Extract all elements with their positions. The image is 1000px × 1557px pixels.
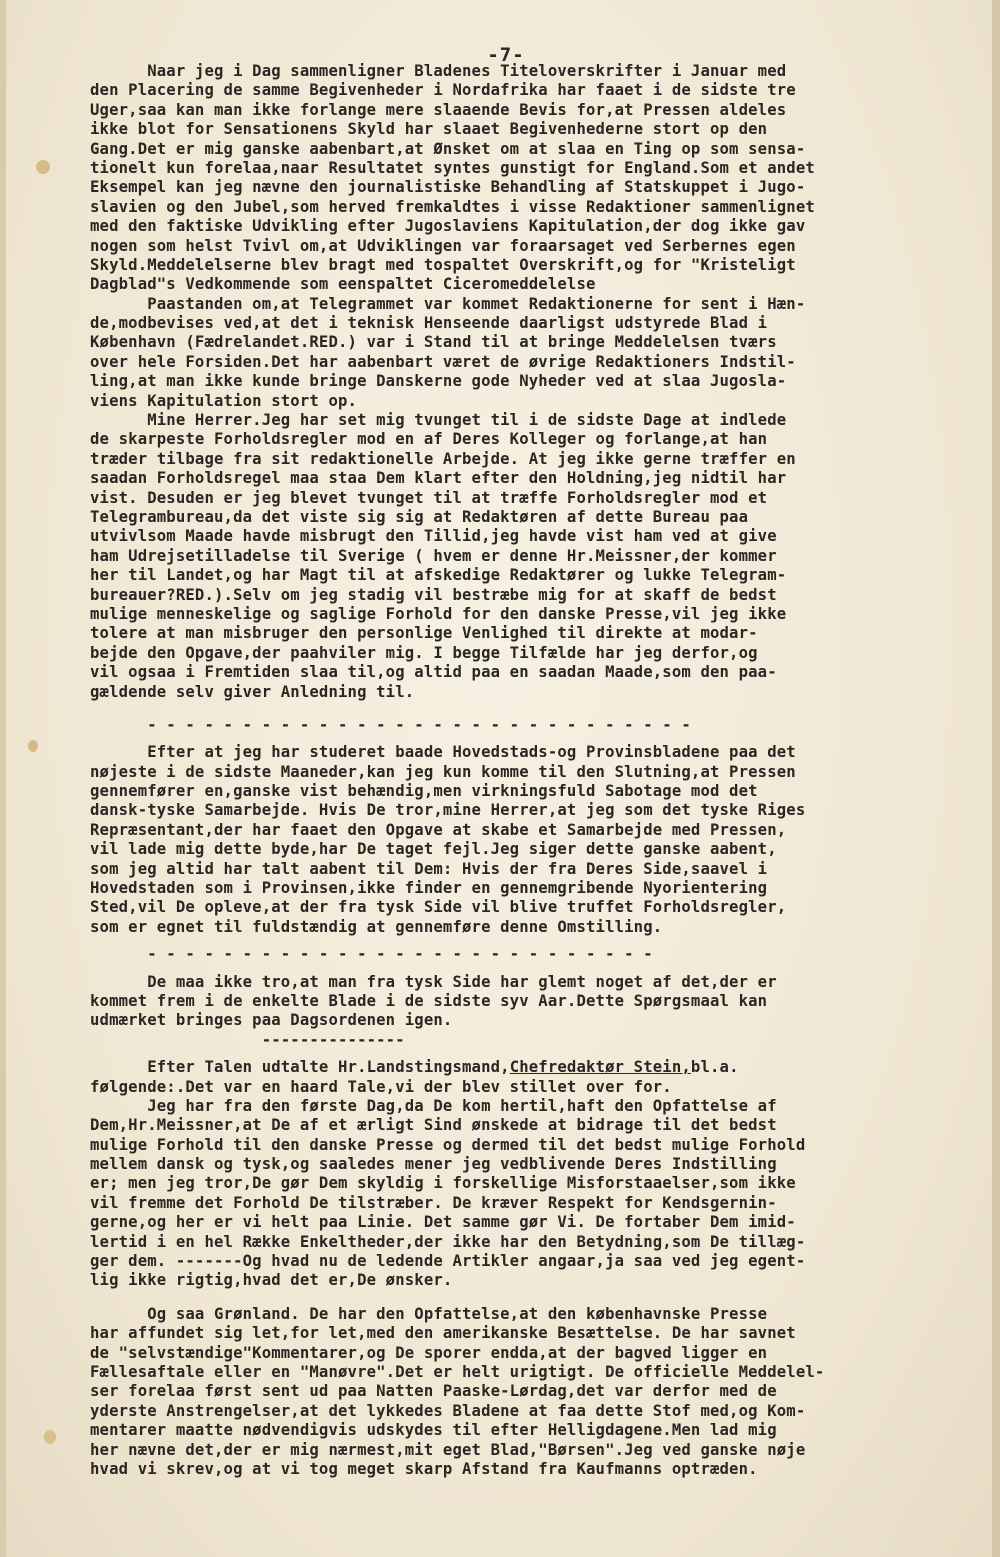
text-line: viens Kapitulation stort op. [90,391,358,410]
text-line: utvivlsom Maade havde misbrugt den Tillid,jeg havde vist ham ved at give [90,527,777,546]
speech-intro-text: Efter Talen udtalte Hr.Landstingsmand, [90,1058,510,1077]
text-line: som jeg altid har talt aabent til Dem: Hvis der fra Deres Side,saavel i [90,859,768,878]
text-line: Skyld.Meddelelserne blev bragt med tospaltet Overskrift,og for "Kristeligt [90,255,796,274]
text-line: ikke blot for Sensationens Skyld har slaaet Begivenhederne stort op den [90,120,768,139]
text-line: Eksempel kan jeg nævne den journalistiske Behandling af Statskuppet i Jugo- [90,178,806,197]
text-line: Mine Herrer.Jeg har set mig tvunget til i de sidste Dage at indlede [90,411,787,430]
text-line: Repræsentant,der har faaet den Opgave at skabe et Samarbejde med Pressen, [90,820,787,839]
text-line: tionelt kun forelaa,naar Resultatet syntes gunstigt for England.Som et andet [90,158,815,177]
separator-dashes: - - - - - - - - - - - - - - - - - - - - - - - - - - - [90,945,653,964]
stain-mark [36,160,50,174]
section-c [90,973,968,1031]
text-line: har affundet sig let,for let,med den amerikanske Besættelse. De har savnet [90,1324,796,1343]
text-line: Uger,saa kan man ikke forlange mere slaaende Bevis for,at Pressen aldeles [90,100,787,119]
text-line: de,modbevises ved,at det i teknisk Henseende daarligst udstyrede Blad i [90,314,768,333]
text-line: her nævne det,der er mig nærmest,mit eget Blad,"Børsen".Jeg ved ganske nøje [90,1440,806,1459]
document-body [90,62,968,1479]
text-line: gældende selv giver Anledning til. [90,682,415,701]
text-line: mulige Forhold til den danske Presse og dermed til det bedst mulige Forhold [90,1135,806,1154]
section-b [90,743,968,937]
text-line: gennemfører en,ganske vist behændig,men virkningsfuld Sabotage mod det [90,782,758,801]
text-line: mentarer maatte nødvendigvis udskydes til efter Helligdagene.Men lad mig [90,1421,777,1440]
section-a [90,62,968,702]
text-line: vil lade mig dette byde,har De taget fejl.Jeg siger dette ganske aabent, [90,840,777,859]
separator-short: --------------- [90,1030,405,1049]
text-line: træder tilbage fra sit redaktionelle Arbejde. At jeg ikke gerne træffer en [90,449,796,468]
text-line: vil ogsaa i Fremtiden slaa til,og altid paa en saadan Maade,som den paa- [90,663,777,682]
speech-body [90,1078,968,1291]
text-line: slavien og den Jubel,som herved fremkaldtes i visse Redaktioner sammenlignet [90,197,815,216]
text-line: yderste Anstrengelser,at det lykkedes Bladene at faa dette Stof med,og Kom- [90,1401,806,1420]
text-line: Dem,Hr.Meissner,at De af et ærligt Sind ønskede at bidrage til det bedst [90,1116,777,1135]
speaker-name: Chefredaktør Stein, [509,1058,691,1077]
text-line: Fællesaftale eller en "Manøvre".Det er helt urigtigt. De officielle Meddelel- [90,1363,825,1381]
text-line: Gang.Det er mig ganske aabenbart,at Ønsket om at slaa en Ting op som sensa- [90,139,806,158]
stain-mark [28,740,38,752]
text-line: mulige menneskelige og saglige Forhold for den danske Presse,vil jeg ikke [90,604,787,623]
text-line: her til Landet,og har Magt til at afskedige Redaktører og lukke Telegram- [90,566,787,585]
text-line: Og saa Grønland. De har den Opfattelse,at den københavnske Presse [90,1304,768,1323]
text-line: de skarpeste Forholdsregler mod en af Deres Kolleger og forlange,at han [90,430,768,449]
text-line: bejde den Opgave,der paahviler mig. I begge Tilfælde har jeg derfor,og [90,643,758,662]
text-line: over hele Forsiden.Det har aabenbart været de øvrige Redaktioners Indstil- [90,352,796,371]
text-line: mellem dansk og tysk,og saaledes mener jeg vedblivende Deres Indstilling [90,1155,777,1174]
text-line: med den faktiske Udvikling efter Jugoslaviens Kapitulation,der dog ikke gav [90,217,806,236]
text-line: nøjeste i de sidste Maaneder,kan jeg kun komme til den Slutning,at Pressen [90,762,796,781]
text-line: den Placering de samme Begivenheder i Nordafrika har faaet i de sidste tre [90,81,796,100]
text-line: hvad vi skrev,og at vi tog meget skarp Afstand fra Kaufmanns optræden. [90,1459,758,1478]
text-line: Naar jeg i Dag sammenligner Bladenes Titeloverskrifter i Januar med [90,62,787,80]
text-line: Jeg har fra den første Dag,da De kom hertil,haft den Opfattelse af [90,1096,777,1115]
text-line: saadan Forholdsregel maa staa Dem klart efter den Holdning,jeg nidtil har [90,469,787,488]
text-line: lig ikke rigtig,hvad det er,De ønsker. [90,1271,453,1290]
text-line: Dagblad"s Vedkommende som eenspaltet Ciceromeddelelse [90,275,596,294]
text-line: Hovedstaden som i Provinsen,ikke finder en gennemgribende Nyorientering [90,879,768,898]
text-line: udmærket bringes paa Dagsordenen igen. [90,1011,453,1030]
text-line: nogen som helst Tvivl om,at Udviklingen var foraarsaget ved Serbernes egen [90,236,796,255]
text-line: følgende:.Det var en haard Tale,vi der blev stillet over for. [90,1077,672,1096]
text-line: bureauer?RED.).Selv om jeg stadig vil bestræbe mig for at skaff de bedst [90,585,777,604]
text-line: Efter at jeg har studeret baade Hovedstads-og Provinsbladene paa det [90,743,796,762]
speech-intro [90,1058,968,1077]
text-line: dansk-tyske Samarbejde. Hvis De tror,mine Herrer,at jeg som det tyske Riges [90,801,806,820]
text-line: ham Udrejsetilladelse til Sverige ( hvem er denne Hr.Meissner,der kommer [90,546,777,565]
speech-intro-tail: bl.a. [690,1058,739,1077]
text-line: som er egnet til fuldstændig at gennemføre denne Omstilling. [90,917,663,936]
text-line: De maa ikke tro,at man fra tysk Side har glemt noget af det,der er [90,972,777,991]
text-line: tolere at man misbruger den personlige Venlighed til direkte at modar- [90,624,758,643]
text-line: vist. Desuden er jeg blevet tvunget til at træffe Forholdsregler mod et [90,488,768,507]
text-line: København (Fædrelandet.RED.) var i Stand til at bringe Meddelelsen tværs [90,333,777,352]
text-line: ger dem. -------Og hvad nu de ledende Artikler angaar,ja saa ved jeg egent- [90,1252,806,1271]
text-line: er; men jeg tror,De gør Dem skyldig i forskellige Misforstaaelser,som ikke [90,1174,796,1193]
separator-dashes: - - - - - - - - - - - - - - - - - - - - - - - - - - - - - [90,715,691,734]
stain-mark [44,1430,56,1444]
text-line: ser forelaa først sent ud paa Natten Paaske-Lørdag,det var derfor med de [90,1382,777,1401]
text-line: gerne,og her er vi helt paa Linie. Det samme gør Vi. De fortaber Dem imid- [90,1213,796,1232]
text-line: Sted,vil De opleve,at der fra tysk Side vil blive truffet Forholdsregler, [90,898,787,917]
text-line: ling,at man ikke kunde bringe Danskerne gode Nyheder ved at slaa Jugosla- [90,372,787,391]
text-line: lertid i en hel Række Enkeltheder,der ikke har den Betydning,som De tillæg- [90,1232,806,1251]
text-line: vil fremme det Forhold De tilstræber. De kræver Respekt for Kendsgernin- [90,1193,777,1212]
text-line: de "selvstændige"Kommentarer,og De sporer endda,at der bagved ligger en [90,1343,768,1362]
text-line: kommet frem i de enkelte Blade i de sidste syv Aar.Dette Spørgsmaal kan [90,991,768,1010]
text-line: Paastanden om,at Telegrammet var kommet Redaktionerne for sent i Hæn- [90,294,806,313]
section-d [90,1305,968,1480]
text-line: Telegrambureau,da det viste sig sig at Redaktøren af dette Bureau paa [90,507,749,526]
page-number: -7- [487,44,525,66]
